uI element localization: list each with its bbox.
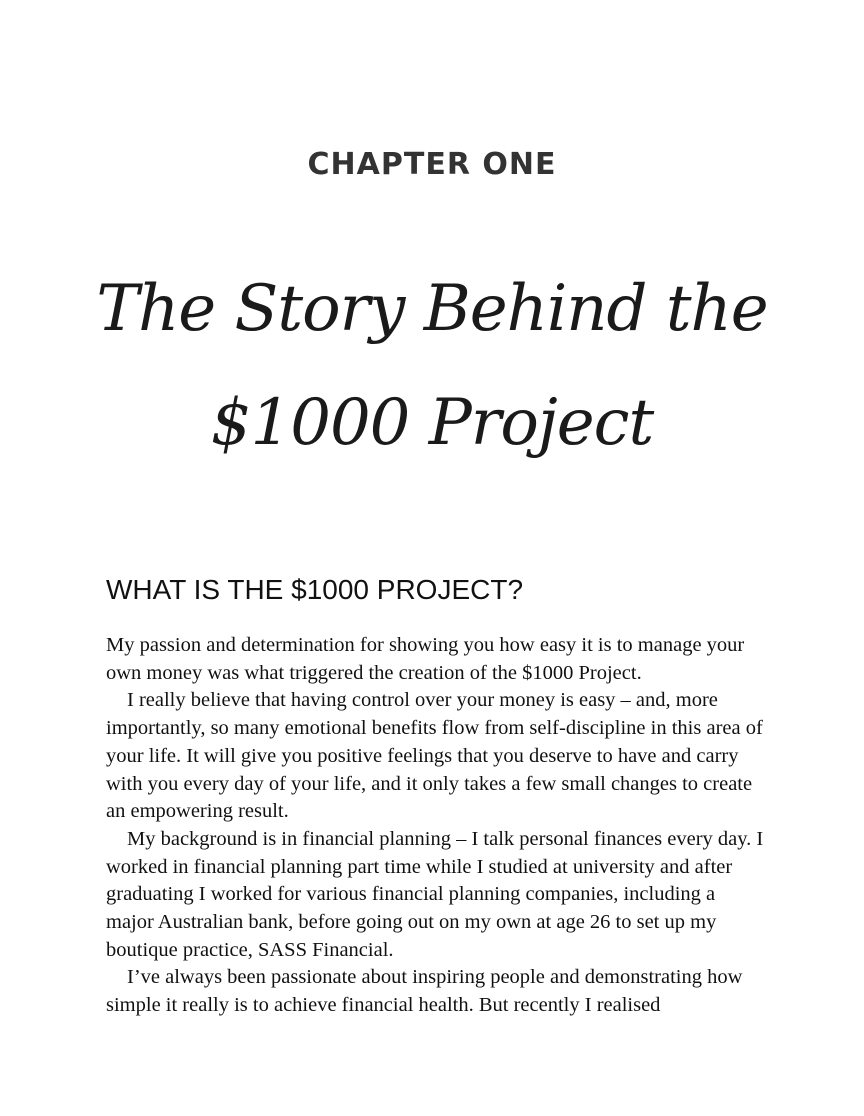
paragraph: I really believe that having control over your money is easy – and, more importantly, so many emotional benefits flow from self-discipline in this area of your life. It will give you positive feelings that you deserve to have and carry with you every day of your life, and it only takes a few small changes to create an empowering result. [106, 689, 763, 823]
chapter-title-line-1: The Story Behind the [96, 272, 768, 346]
paragraph: I’ve always been passionate about inspiring people and demonstrating how simple it really is to achieve financial health. But recently I realised [106, 966, 743, 1017]
chapter-title [0, 252, 864, 480]
section-heading: WHAT IS THE $1000 PROJECT? [106, 574, 524, 605]
body-text [106, 632, 766, 1020]
paragraph: My background is in financial planning – I talk personal finances every day. I worked in financial planning part time while I studied at university and after graduating I worked for various financial planning companies, including a major Australian bank, before going out on my own at age 26 to set up my boutique practice, SASS Financial. [106, 827, 764, 961]
chapter-title-line-2: $1000 Project [210, 386, 654, 460]
chapter-label: CHAPTER ONE [307, 147, 557, 182]
paragraph: My passion and determination for showing you how easy it is to manage your own money was what triggered the creation of the $1000 Project. [106, 634, 745, 684]
